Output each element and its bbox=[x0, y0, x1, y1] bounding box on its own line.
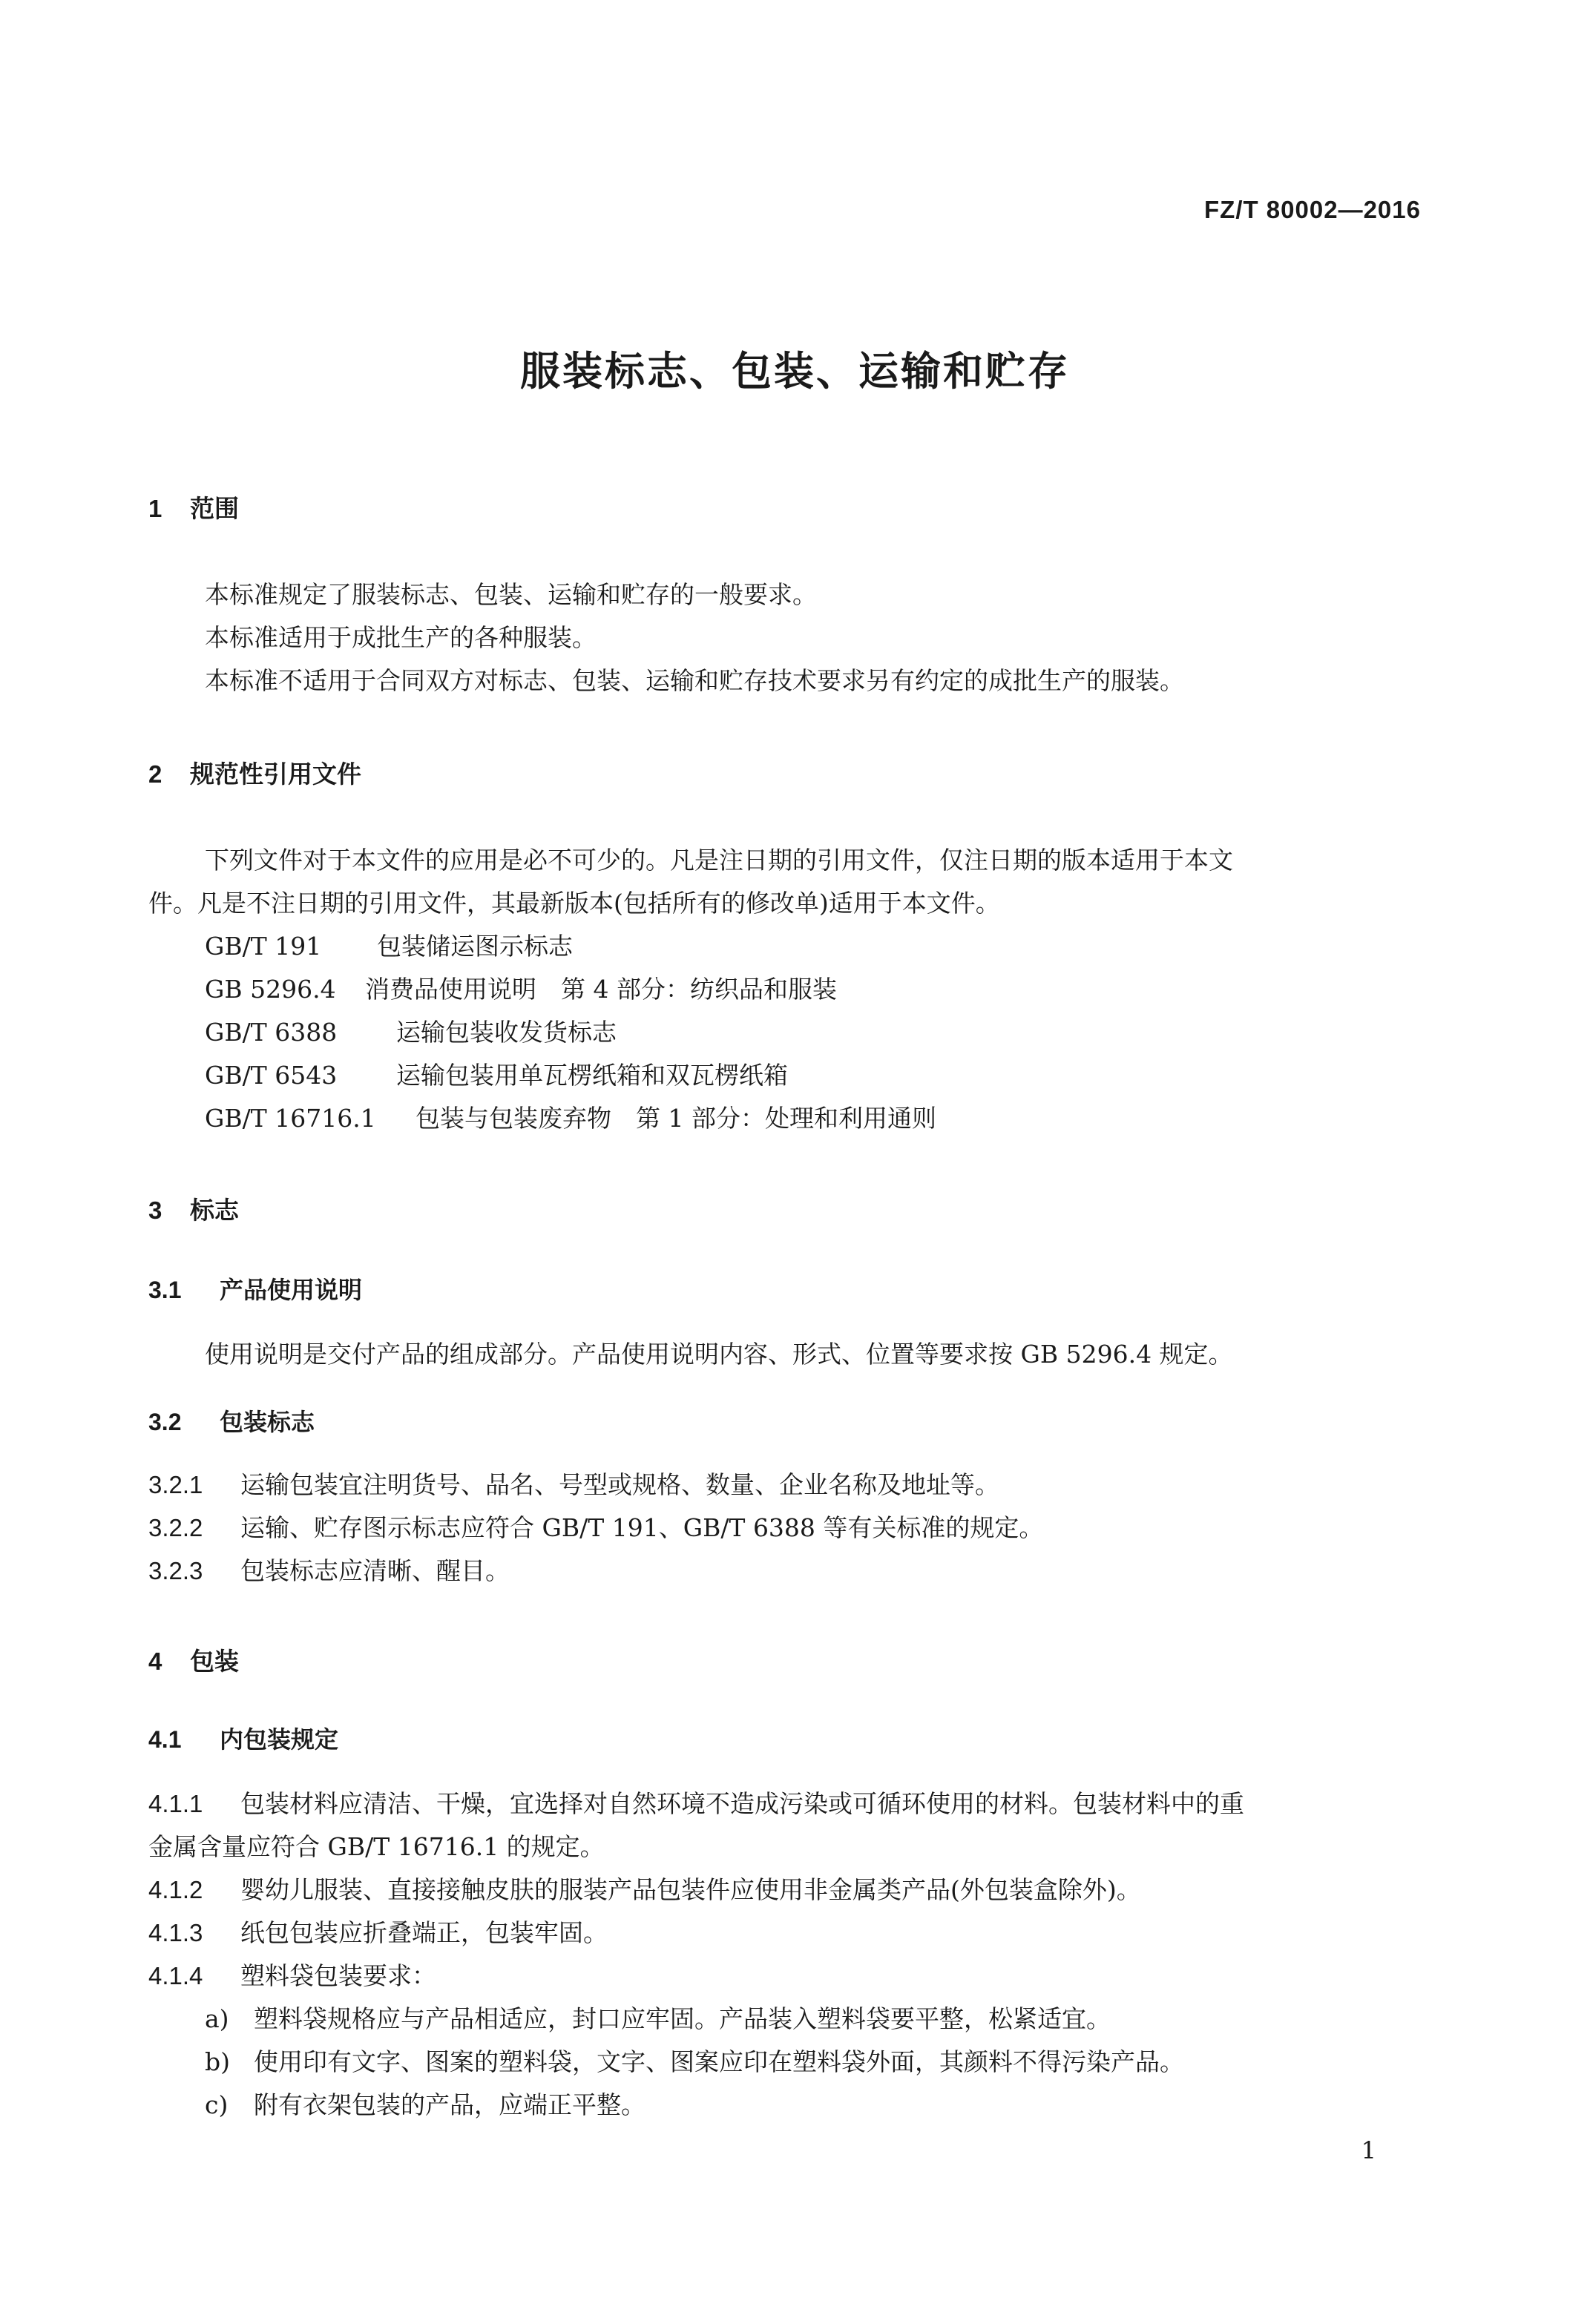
references-intro-line-2: 件。凡是不注日期的引用文件，其最新版本(包括所有的修改单)适用于本文件。 bbox=[148, 889, 1000, 918]
clause-4-1-1 bbox=[148, 1785, 1244, 1820]
clause-3-2-1 bbox=[148, 1466, 999, 1501]
list-item-c bbox=[205, 2086, 645, 2121]
reference-code: GB/T 6543 bbox=[205, 1061, 338, 1090]
section-4-heading bbox=[148, 1642, 239, 1677]
scope-paragraph-3: 本标准不适用于合同双方对标志、包装、运输和贮存技术要求另有约定的成批生产的服装。 bbox=[205, 666, 1184, 695]
section-3-heading bbox=[148, 1191, 239, 1226]
list-marker: b) bbox=[205, 2047, 230, 2076]
references-intro-line-1: 下列文件对于本文件的应用是必不可少的。凡是注日期的引用文件，仅注日期的版本适用于本文 bbox=[205, 846, 1233, 875]
section-title: 包装 bbox=[190, 1647, 239, 1676]
subsection-number: 4.1 bbox=[148, 1726, 182, 1753]
clause-number: 3.2.3 bbox=[148, 1557, 203, 1584]
clause-number: 4.1.2 bbox=[148, 1876, 203, 1903]
section-number: 4 bbox=[148, 1647, 162, 1675]
subsection-3-2-heading bbox=[148, 1403, 315, 1438]
reference-title: 运输包装用单瓦楞纸箱和双瓦楞纸箱 bbox=[396, 1061, 788, 1090]
reference-title: 运输包装收发货标志 bbox=[396, 1018, 617, 1047]
reference-title: 包装储运图示标志 bbox=[377, 932, 573, 961]
section-number: 1 bbox=[148, 495, 162, 522]
reference-item bbox=[205, 1013, 617, 1048]
reference-item bbox=[205, 970, 837, 1005]
reference-code: GB/T 6388 bbox=[205, 1018, 338, 1047]
clause-number: 3.2.2 bbox=[148, 1514, 203, 1541]
clause-text: 包装材料应清洁、干燥，宜选择对自然环境不造成污染或可循环使用的材料。包装材料中的重 bbox=[240, 1789, 1244, 1818]
list-marker: c) bbox=[205, 2090, 229, 2119]
reference-code: GB 5296.4 bbox=[205, 975, 336, 1004]
reference-title: 消费品使用说明 第 4 部分：纺织品和服装 bbox=[365, 975, 837, 1004]
subsection-3-1-heading bbox=[148, 1271, 362, 1306]
list-item-text: 附有衣架包装的产品，应端正平整。 bbox=[254, 2090, 645, 2119]
clause-4-1-4 bbox=[148, 1957, 436, 1992]
subsection-number: 3.1 bbox=[148, 1277, 182, 1303]
clause-number: 3.2.1 bbox=[148, 1471, 203, 1498]
page-number: 1 bbox=[1361, 2136, 1376, 2165]
reference-item bbox=[205, 1099, 936, 1134]
list-marker: a) bbox=[205, 2004, 229, 2033]
document-title: 服装标志、包装、运输和贮存 bbox=[520, 348, 1070, 395]
subsection-title: 内包装规定 bbox=[220, 1725, 339, 1754]
reference-item bbox=[205, 927, 573, 962]
section-1-heading bbox=[148, 490, 239, 524]
section-title: 规范性引用文件 bbox=[190, 760, 361, 789]
usage-instructions-text: 使用说明是交付产品的组成部分。产品使用说明内容、形式、位置等要求按 GB 5296.4 规定。 bbox=[205, 1340, 1233, 1369]
reference-item bbox=[205, 1056, 788, 1091]
clause-text: 纸包包装应折叠端正，包装牢固。 bbox=[240, 1918, 608, 1947]
list-item-b bbox=[205, 2043, 1184, 2078]
clause-text: 运输包装宜注明货号、品名、号型或规格、数量、企业名称及地址等。 bbox=[240, 1470, 999, 1499]
clause-text: 塑料袋包装要求： bbox=[240, 1961, 436, 1990]
clause-4-1-3 bbox=[148, 1914, 608, 1949]
reference-code: GB/T 16716.1 bbox=[205, 1104, 376, 1133]
standard-code: FZ/T 80002—2016 bbox=[1204, 196, 1421, 223]
clause-4-1-2 bbox=[148, 1871, 1141, 1906]
list-item-text: 使用印有文字、图案的塑料袋，文字、图案应印在塑料袋外面，其颜料不得污染产品。 bbox=[254, 2047, 1184, 2076]
subsection-title: 产品使用说明 bbox=[220, 1276, 363, 1304]
clause-4-1-1-continuation: 金属含量应符合 GB/T 16716.1 的规定。 bbox=[148, 1832, 605, 1861]
section-number: 2 bbox=[148, 760, 162, 788]
section-number: 3 bbox=[148, 1196, 162, 1224]
clause-text: 运输、贮存图示标志应符合 GB/T 191、GB/T 6388 等有关标准的规定。 bbox=[240, 1513, 1044, 1542]
clause-text: 包装标志应清晰、醒目。 bbox=[240, 1556, 510, 1585]
section-title: 标志 bbox=[190, 1196, 239, 1225]
clause-number: 4.1.3 bbox=[148, 1919, 203, 1946]
clause-3-2-3 bbox=[148, 1552, 510, 1587]
subsection-number: 3.2 bbox=[148, 1409, 182, 1435]
section-title: 范围 bbox=[190, 494, 239, 523]
reference-title: 包装与包装废弃物 第 1 部分：处理和利用通则 bbox=[415, 1104, 936, 1133]
list-item-text: 塑料袋规格应与产品相适应，封口应牢固。产品装入塑料袋要平整，松紧适宜。 bbox=[254, 2004, 1111, 2033]
clause-number: 4.1.4 bbox=[148, 1962, 203, 1989]
subsection-4-1-heading bbox=[148, 1721, 338, 1755]
scope-paragraph-1: 本标准规定了服装标志、包装、运输和贮存的一般要求。 bbox=[205, 580, 817, 609]
subsection-title: 包装标志 bbox=[220, 1408, 315, 1436]
reference-code: GB/T 191 bbox=[205, 932, 322, 961]
section-2-heading bbox=[148, 755, 361, 790]
clause-text: 婴幼儿服装、直接接触皮肤的服装产品包装件应使用非金属类产品(外包装盒除外)。 bbox=[240, 1875, 1141, 1904]
clause-3-2-2 bbox=[148, 1509, 1043, 1544]
clause-number: 4.1.1 bbox=[148, 1790, 203, 1817]
scope-paragraph-2: 本标准适用于成批生产的各种服装。 bbox=[205, 623, 597, 652]
list-item-a bbox=[205, 2000, 1111, 2035]
